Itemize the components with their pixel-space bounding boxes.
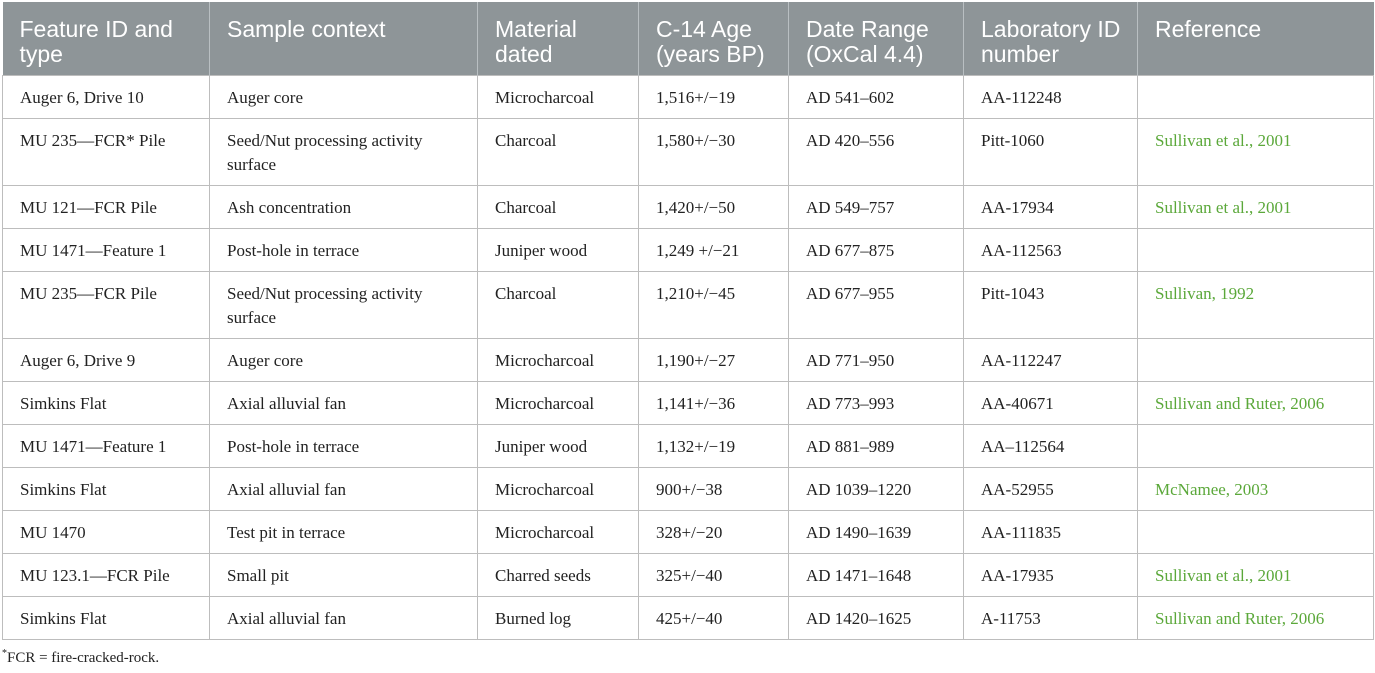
cell-date-range: AD 677–875 [789,228,964,271]
cell-date-range: AD 771–950 [789,338,964,381]
cell-material-dated: Charcoal [478,185,639,228]
cell-c14-age: 325+/−40 [639,553,789,596]
cell-c14-age: 328+/−20 [639,510,789,553]
cell-material-dated: Microcharcoal [478,75,639,118]
cell-reference[interactable]: Sullivan et al., 2001 [1138,185,1374,228]
table-header [3,2,1374,75]
cell-date-range: AD 541–602 [789,75,964,118]
cell-feature-id: Simkins Flat [3,596,210,639]
cell-sample-context: Test pit in terrace [210,510,478,553]
cell-laboratory-id: Pitt-1060 [964,118,1138,185]
cell-laboratory-id: AA-112563 [964,228,1138,271]
table-row [3,118,1374,185]
cell-laboratory-id: AA-52955 [964,467,1138,510]
cell-laboratory-id: A-11753 [964,596,1138,639]
table-row [3,271,1374,338]
cell-reference[interactable]: McNamee, 2003 [1138,467,1374,510]
cell-sample-context: Auger core [210,75,478,118]
cell-c14-age: 1,190+/−27 [639,338,789,381]
cell-date-range: AD 420–556 [789,118,964,185]
cell-feature-id: MU 235—FCR Pile [3,271,210,338]
cell-feature-id: Simkins Flat [3,381,210,424]
table-body [3,75,1374,639]
cell-c14-age: 1,516+/−19 [639,75,789,118]
cell-laboratory-id: AA–112564 [964,424,1138,467]
table-row [3,381,1374,424]
header-material-dated: Material dated [478,2,639,75]
cell-laboratory-id: AA-112247 [964,338,1138,381]
table-footnote [2,648,1375,667]
cell-material-dated: Microcharcoal [478,381,639,424]
header-reference: Reference [1138,2,1374,75]
cell-feature-id: Simkins Flat [3,467,210,510]
footnote-marker: * [2,647,7,659]
cell-feature-id: MU 1471—Feature 1 [3,228,210,271]
table-row [3,596,1374,639]
cell-laboratory-id: AA-17934 [964,185,1138,228]
table-row [3,75,1374,118]
cell-material-dated: Charcoal [478,118,639,185]
cell-reference [1138,338,1374,381]
cell-c14-age: 900+/−38 [639,467,789,510]
table-row [3,510,1374,553]
cell-laboratory-id: Pitt-1043 [964,271,1138,338]
cell-sample-context: Ash concentration [210,185,478,228]
cell-laboratory-id: AA-111835 [964,510,1138,553]
radiocarbon-dates-table [2,2,1374,640]
cell-reference [1138,510,1374,553]
cell-laboratory-id: AA-40671 [964,381,1138,424]
cell-sample-context: Axial alluvial fan [210,596,478,639]
cell-c14-age: 1,132+/−19 [639,424,789,467]
cell-sample-context: Post-hole in terrace [210,424,478,467]
cell-c14-age: 1,249 +/−21 [639,228,789,271]
cell-sample-context: Seed/Nut processing activity surface [210,118,478,185]
cell-sample-context: Post-hole in terrace [210,228,478,271]
cell-material-dated: Juniper wood [478,228,639,271]
table-row [3,228,1374,271]
cell-c14-age: 425+/−40 [639,596,789,639]
cell-date-range: AD 1420–1625 [789,596,964,639]
cell-laboratory-id: AA-112248 [964,75,1138,118]
header-c14-age: C-14 Age (years BP) [639,2,789,75]
header-row [3,2,1374,75]
cell-reference[interactable]: Sullivan and Ruter, 2006 [1138,596,1374,639]
cell-c14-age: 1,420+/−50 [639,185,789,228]
cell-feature-id: MU 1471—Feature 1 [3,424,210,467]
header-date-range: Date Range (OxCal 4.4) [789,2,964,75]
cell-sample-context: Axial alluvial fan [210,381,478,424]
cell-date-range: AD 677–955 [789,271,964,338]
radiocarbon-table-document [0,2,1375,667]
cell-sample-context: Small pit [210,553,478,596]
cell-sample-context: Seed/Nut processing activity surface [210,271,478,338]
cell-material-dated: Microcharcoal [478,338,639,381]
cell-reference[interactable]: Sullivan et al., 2001 [1138,553,1374,596]
cell-c14-age: 1,210+/−45 [639,271,789,338]
cell-reference [1138,75,1374,118]
cell-reference [1138,228,1374,271]
cell-feature-id: MU 1470 [3,510,210,553]
cell-reference[interactable]: Sullivan et al., 2001 [1138,118,1374,185]
cell-feature-id: Auger 6, Drive 9 [3,338,210,381]
cell-c14-age: 1,580+/−30 [639,118,789,185]
table-row [3,338,1374,381]
header-sample-context: Sample context [210,2,478,75]
cell-date-range: AD 549–757 [789,185,964,228]
cell-reference[interactable]: Sullivan and Ruter, 2006 [1138,381,1374,424]
table-row [3,424,1374,467]
table-row [3,467,1374,510]
cell-feature-id: Auger 6, Drive 10 [3,75,210,118]
cell-feature-id: MU 235—FCR* Pile [3,118,210,185]
footnote-text: FCR = fire-cracked-rock. [7,649,160,666]
cell-reference[interactable]: Sullivan, 1992 [1138,271,1374,338]
cell-feature-id: MU 121—FCR Pile [3,185,210,228]
cell-feature-id: MU 123.1—FCR Pile [3,553,210,596]
header-laboratory-id: Laboratory ID number [964,2,1138,75]
cell-date-range: AD 1039–1220 [789,467,964,510]
cell-date-range: AD 881–989 [789,424,964,467]
table-row [3,185,1374,228]
cell-reference [1138,424,1374,467]
cell-material-dated: Microcharcoal [478,467,639,510]
header-feature-id: Feature ID and type [3,2,210,75]
cell-material-dated: Microcharcoal [478,510,639,553]
cell-date-range: AD 1490–1639 [789,510,964,553]
cell-material-dated: Burned log [478,596,639,639]
cell-sample-context: Axial alluvial fan [210,467,478,510]
cell-date-range: AD 773–993 [789,381,964,424]
cell-date-range: AD 1471–1648 [789,553,964,596]
cell-laboratory-id: AA-17935 [964,553,1138,596]
cell-c14-age: 1,141+/−36 [639,381,789,424]
table-row [3,553,1374,596]
cell-material-dated: Juniper wood [478,424,639,467]
cell-material-dated: Charcoal [478,271,639,338]
cell-material-dated: Charred seeds [478,553,639,596]
cell-sample-context: Auger core [210,338,478,381]
